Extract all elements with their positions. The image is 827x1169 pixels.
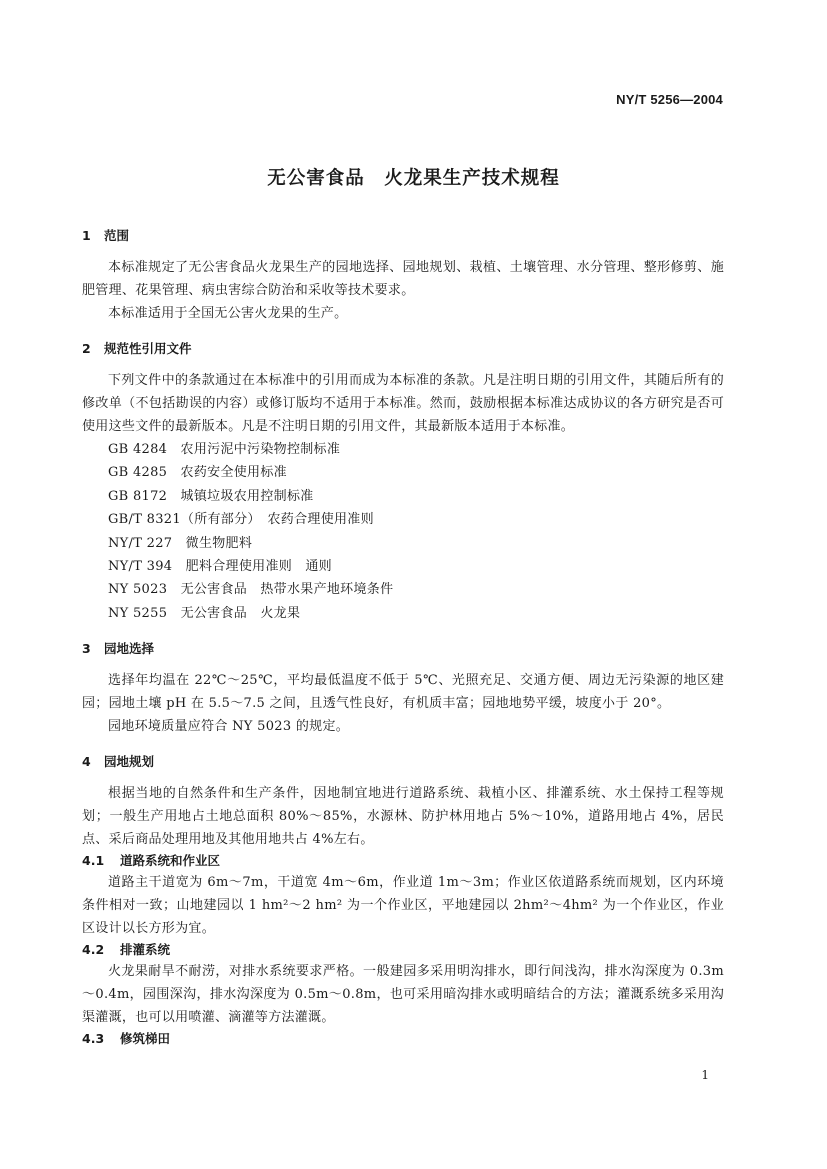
paragraph: 选择年均温在 22℃～25℃，平均最低温度不低于 5℃、光照充足、交通方便、周边无污染源的地区建园；园地土壤 pH 在 5.5～7.5 之间，且透气性良好，有机质丰富；园地地势平缓，坡度小于 20°。 — [82, 673, 724, 712]
paragraph: 下列文件中的条款通过在本标准中的引用而成为本标准的条款。凡是注明日期的引用文件，其随后所有的修改单（不包括勘误的内容）或修订版均不适用于本标准。然而，鼓励根据本标准达成协议的各方研究是否可使用这些文件的最新版本。凡是不注明日期的引用文件，其最新版本适用于本标准。 — [82, 373, 724, 434]
section-heading-3 — [82, 639, 724, 659]
subsection-title: 道路系统和作业区 — [120, 853, 221, 869]
section-title: 园地规划 — [104, 754, 155, 770]
section-title: 园地选择 — [104, 641, 155, 657]
section-number: 2 — [82, 341, 91, 356]
subsection-title: 排灌系统 — [120, 942, 171, 958]
reference-item: GB 8172 城镇垃圾农用控制标准 — [108, 488, 314, 504]
section-heading-2 — [82, 339, 724, 359]
section-number: 1 — [82, 228, 91, 243]
section-title: 规范性引用文件 — [104, 341, 192, 356]
reference-item: NY 5255 无公害食品 火龙果 — [108, 605, 301, 621]
section-number: 3 — [82, 641, 91, 657]
section-heading-4 — [82, 752, 724, 772]
document-body — [82, 226, 724, 1049]
paragraph: 火龙果耐旱不耐涝，对排水系统要求严格。一般建园多采用明沟排水，即行间浅沟，排水沟深度为 0.3m～0.4m，园围深沟，排水沟深度为 0.5m～0.8m，也可采用暗沟排水或明暗结合的方法；灌溉系统多采用沟渠灌溉，也可以用喷灌、滴灌等方法灌溉。 — [82, 964, 724, 1026]
section-heading-1 — [82, 226, 724, 246]
reference-item: NY/T 227 微生物肥料 — [108, 535, 253, 551]
subsection-number: 4.2 — [82, 942, 105, 958]
reference-item: NY 5023 无公害食品 热带水果产地环境条件 — [108, 582, 394, 598]
paragraph: 园地环境质量应符合 NY 5023 的规定。 — [108, 719, 350, 735]
section-number: 4 — [82, 754, 91, 770]
page-number: 1 — [701, 1068, 709, 1082]
reference-item: NY/T 394 肥料合理使用准则 通则 — [108, 559, 332, 575]
paragraph: 本标准规定了无公害食品火龙果生产的园地选择、园地规划、栽植、土壤管理、水分管理、整形修剪、施肥管理、花果管理、病虫害综合防治和采收等技术要求。 — [82, 260, 724, 298]
standard-code: NY/T 5256—2004 — [616, 92, 723, 107]
document-title: 无公害食品 火龙果生产技术规程 — [267, 168, 560, 189]
subsection-heading-4-2 — [82, 940, 724, 960]
paragraph: 道路主干道宽为 6m～7m，干道宽 4m～6m，作业道 1m～3m；作业区依道路系统而规划，区内环境条件相对一致；山地建园以 1 hm²～2 hm² 为一个作业区，平地建园以 2hm²～4hm² 为一个作业区，作业区设计以长方形为宜。 — [82, 875, 724, 937]
subsection-number: 4.1 — [82, 853, 105, 869]
reference-item: GB 4284 农用污泥中污染物控制标准 — [108, 442, 341, 457]
subsection-number: 4.3 — [82, 1031, 105, 1047]
reference-item: GB/T 8321（所有部分） 农药合理使用准则 — [108, 512, 374, 528]
section-title: 范围 — [104, 228, 130, 243]
subsection-heading-4-3 — [82, 1029, 724, 1049]
paragraph: 本标准适用于全国无公害火龙果的生产。 — [108, 306, 348, 321]
subsection-heading-4-1 — [82, 851, 724, 871]
reference-item: GB 4285 农药安全使用标准 — [108, 465, 287, 481]
subsection-title: 修筑梯田 — [120, 1031, 171, 1047]
paragraph: 根据当地的自然条件和生产条件，因地制宜地进行道路系统、栽植小区、排灌系统、水土保持工程等规划；一般生产用地占土地总面积 80%～85%，水源林、防护林用地占 5%～10%，道路用地占 4%，居民点、采后商品处理用地及其他用地共占 4%左右。 — [82, 786, 724, 848]
